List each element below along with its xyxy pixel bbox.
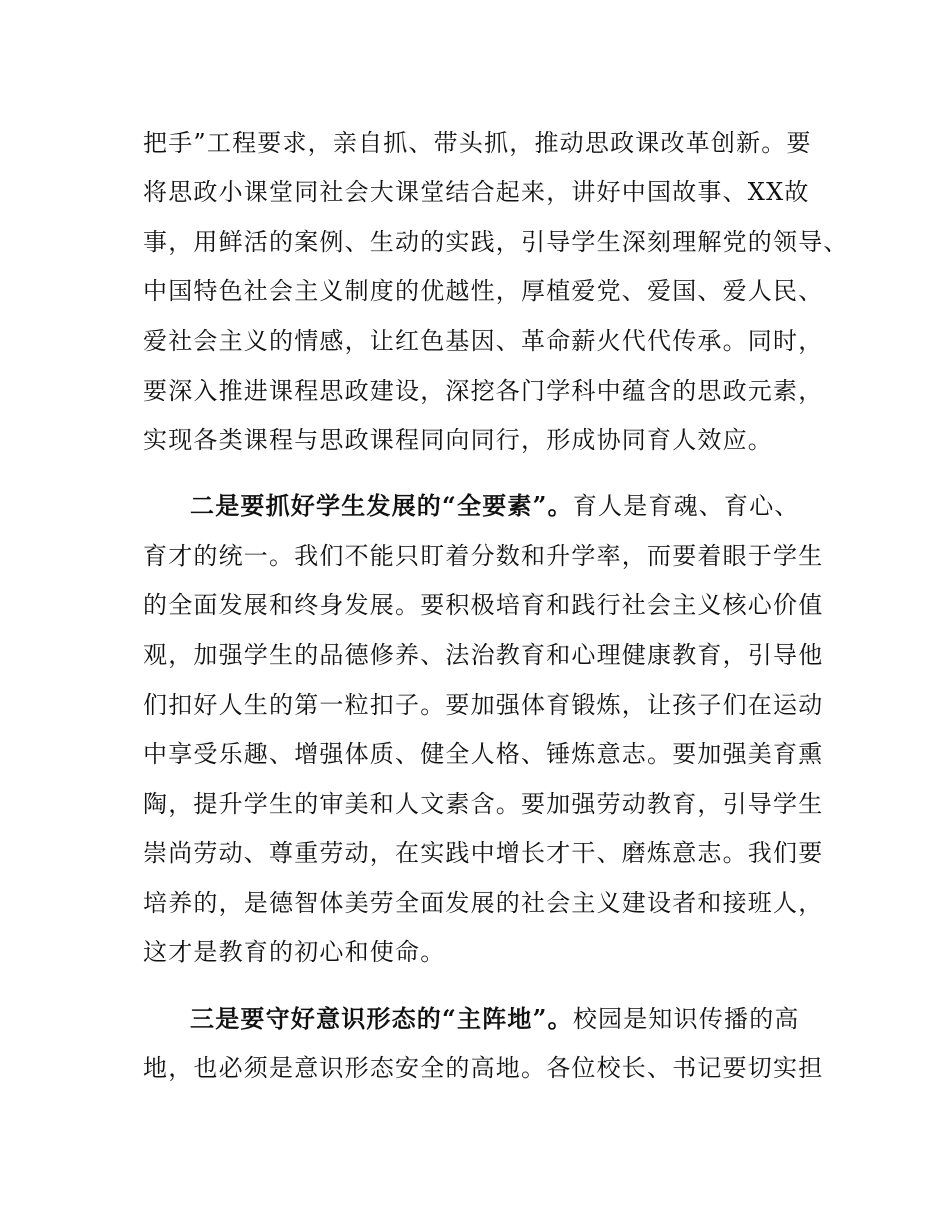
text-line: 这才是教育的初心和使命。 <box>143 938 446 966</box>
text-line: 实现各类课程与思政课程同向同行，形成协同育人效应。 <box>143 426 773 454</box>
heading-rest: 校园是知识传播的高 <box>572 1005 800 1033</box>
text-line: 培养的，是德智体美劳全面发展的社会主义建设者和接班人， <box>143 889 824 917</box>
text-line: 育才的统一。我们不能只盯着分数和升学率，而要着眼于学生 <box>143 542 824 570</box>
heading-rest: 育人是育魂、育心、 <box>572 492 800 520</box>
text-line: 观，加强学生的品德修养、法治教育和心理健康教育，引导他 <box>143 641 824 669</box>
text-line: 中享受乐趣、增强体质、健全人格、锤炼意志。要加强美育熏 <box>143 740 824 768</box>
text-line: 爱社会主义的情感，让红色基因、革命薪火代代传承。同时， <box>143 327 824 355</box>
text-line: 陶，提升学生的审美和人文素含。要加强劳动教育，引导学生 <box>143 790 824 818</box>
text-line: 们扣好人生的第一粒扣子。要加强体育锻炼，让孩子们在运动 <box>143 691 824 719</box>
text-line: 的全面发展和终身发展。要积极培育和践行社会主义核心价值 <box>143 591 824 619</box>
text-line: 崇尚劳动、尊重劳动，在实践中增长才干、磨炼意志。我们要 <box>143 839 824 867</box>
paragraph-first-line <box>190 491 800 521</box>
paragraph-first-line <box>190 1004 800 1034</box>
paragraph-heading: 三是要守好意识形态的“主阵地”。 <box>190 1004 573 1033</box>
text-line: 要深入推进课程思政建设，深挖各门学科中蕴含的思政元素， <box>143 377 824 405</box>
text-line: 把手”工程要求，亲自抓、带头抓，推动思政课改革创新。要 <box>143 129 812 157</box>
paragraph-heading: 二是要抓好学生发展的“全要素”。 <box>190 491 573 520</box>
text-line: 将思政小课堂同社会大课堂结合起来，讲好中国故事、XX故 <box>143 178 810 206</box>
text-line: 事，用鲜活的案例、生动的实践，引导学生深刻理解党的领导、 <box>143 228 849 256</box>
text-line: 地，也必须是意识形态安全的高地。各位校长、书记要切实担 <box>143 1054 824 1082</box>
text-line: 中国特色社会主义制度的优越性，厚植爱党、爱国、爱人民、 <box>143 277 824 305</box>
